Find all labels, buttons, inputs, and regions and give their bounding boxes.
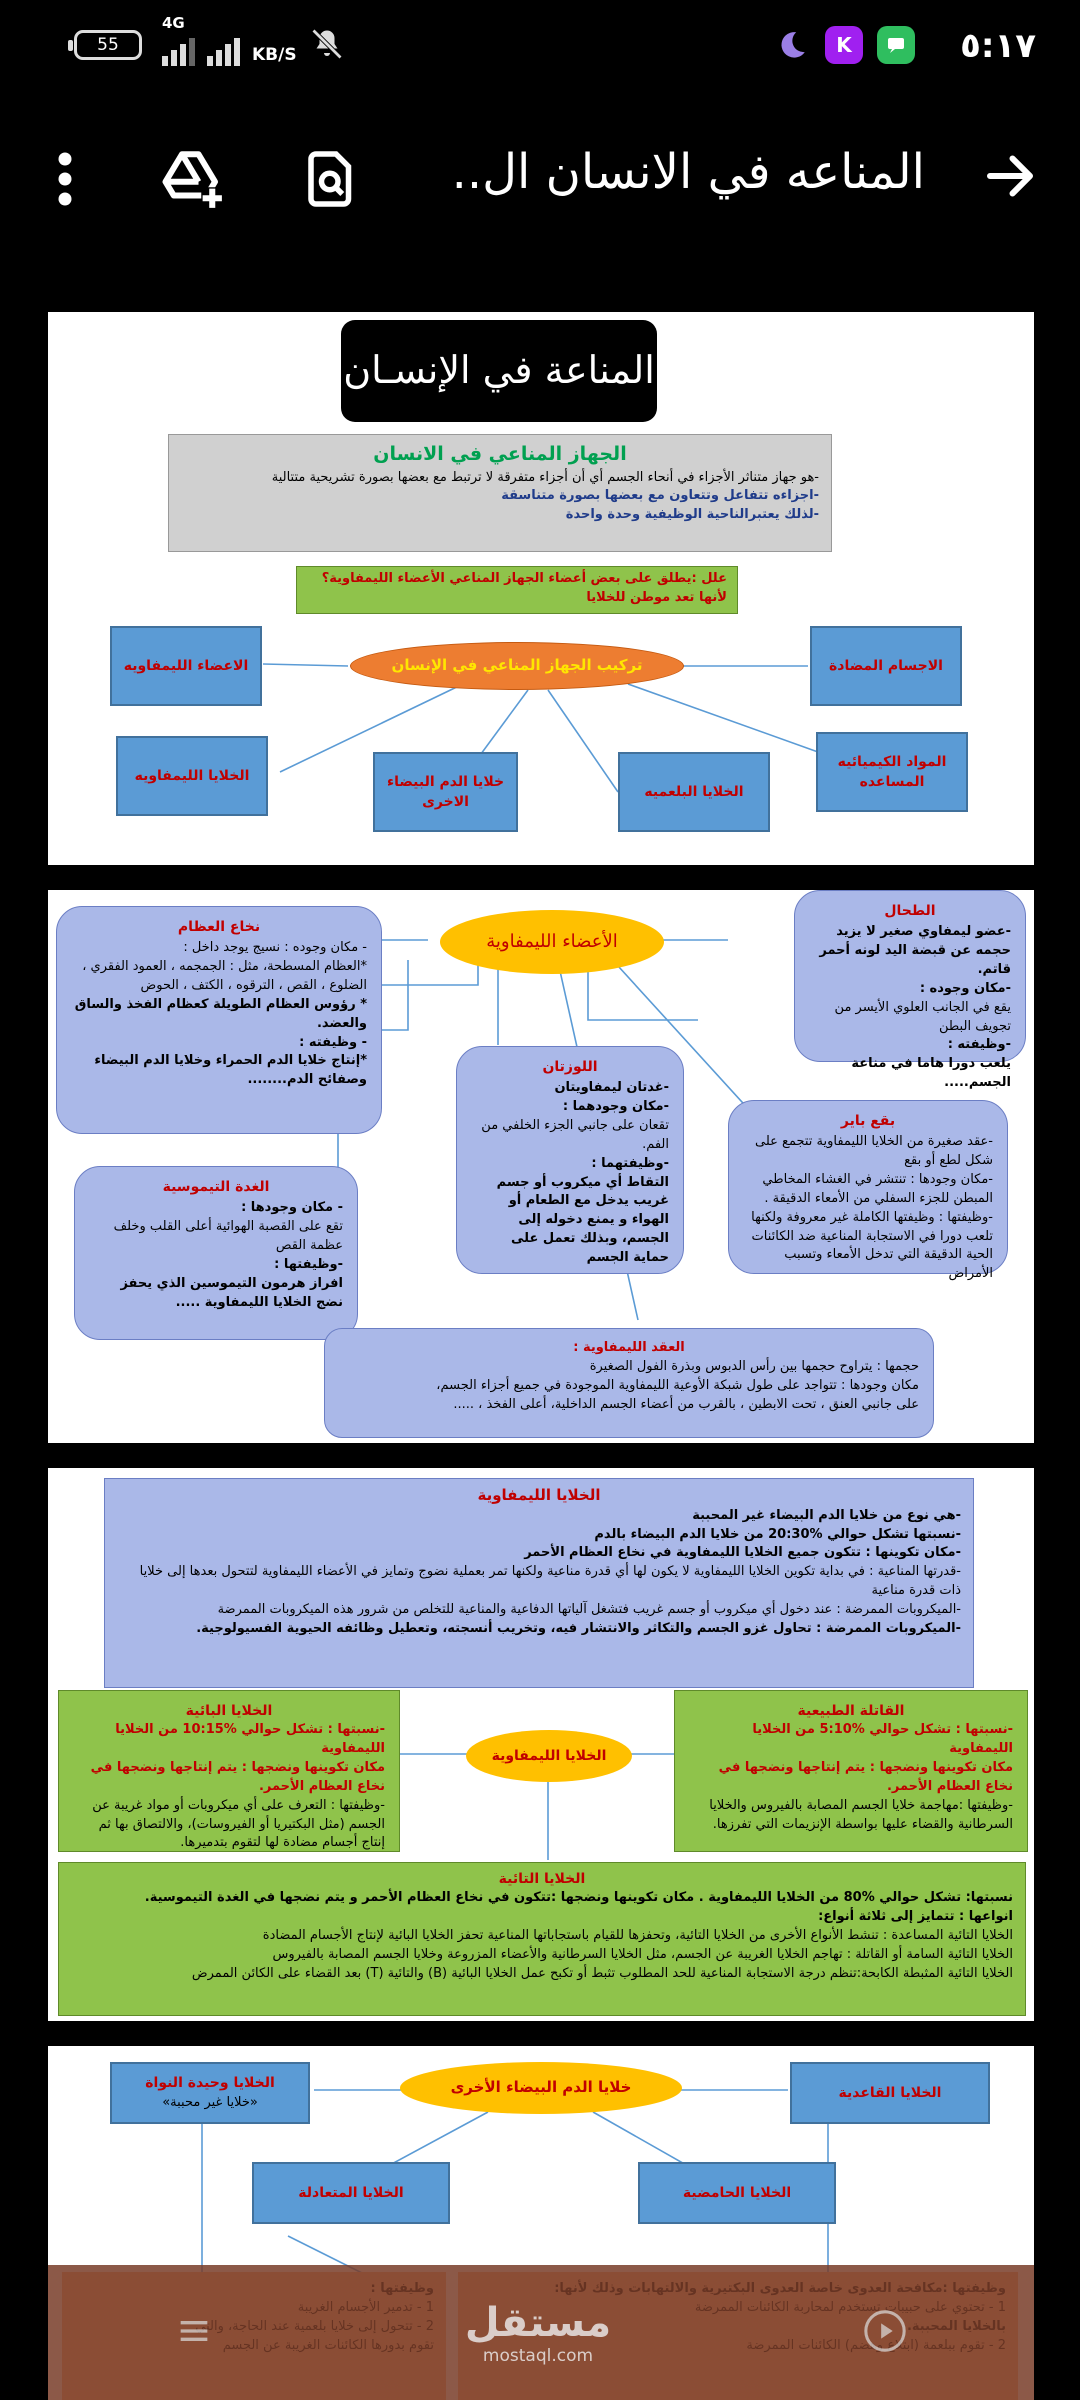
document-page-3	[48, 1468, 1034, 2021]
card-line: -نسبتها : تشكل حوالي %10:15 من الخلايا الليمفاوية	[115, 1722, 385, 1757]
card-line: -وظيفتها : وظيفتها الكاملة غير معروفة ولكنها تلعب دورا في الاستجابة المناعية ضد الكائنات الحية الدقيقة التي تدخل الأمعاء وتسبب الأمراض	[751, 1209, 993, 1282]
add-to-drive-icon[interactable]	[158, 144, 228, 214]
intro-line: -مكان تكوينها : تتكون جميع الخلايا الليمفاوية في نخاع العظام الأحمر	[524, 1545, 961, 1561]
intro-line: -الميكروبات الممرضة : عند دخول أي ميكروب أو جسم غريب فتشغل آلياتها الدفاعية والمناعية للتخلص من شرور هذه الميكروبات الممرضة	[217, 1601, 961, 1617]
k-app-icon: K	[825, 26, 863, 64]
clock: ٥:١٧	[960, 26, 1036, 66]
card-line: *إنتاج خلايا الدم الحمراء وخلايا الدم البيضاء وصفائح الدم........	[94, 1053, 367, 1088]
card-line: نسبتها: تشكل حوالي %80 من الخلايا الليمفاوية . مكان تكوينها ونضجها :تتكون في نخاع العظام الأحمر و يتم نضجها في الغدة التيموسية.	[144, 1890, 1013, 1906]
card-line: -وظيفتها : التعرف على أي ميكروبات أو مواد غريبة عن الجسم (مثل البكتيريا أو الفيروسات)، والالتصاق بها ثم إنتاج أجسام مضادة لها لتقوم بتدميرها.	[92, 1797, 385, 1851]
card-line: -عضو ليمفاوي صغير لا يزيد حجمه عن قبضة اليد لونه أحمر قاتم.	[819, 924, 1011, 977]
card-line: *العظام المسطحة، مثل : الجمجمه ، العمود الفقري ، الضلوع ، القص ، الترقوه ، الكتف ، الحوض	[82, 959, 367, 993]
notification-icons	[773, 26, 915, 64]
watermark-url: mostaql.com	[482, 2345, 594, 2366]
card-line: -نسبتها : تشكل حوالي %5:10 من الخلايا الليمفاوية	[752, 1722, 1013, 1757]
question-box	[296, 566, 738, 614]
document-search-icon[interactable]	[296, 144, 366, 214]
mute-icon	[309, 26, 345, 66]
signal-indicators	[162, 14, 345, 66]
card-t-cells	[58, 1862, 1026, 2016]
card-title: الخلايا البائية	[185, 1703, 273, 1719]
node-other-wbc: خلايا الدم البيضاء الاخرى	[373, 752, 518, 832]
card-spleen	[794, 890, 1026, 1091]
card-tonsils	[456, 1046, 684, 1274]
card-line: مكان تكوينها ونضجها : يتم إنتاجها ونضجها في نخاع العظام الأحمر.	[718, 1759, 1013, 1794]
chat-app-icon	[877, 26, 915, 64]
node-antibodies: الاجسام المضادة	[810, 626, 962, 706]
card-line: تقعان على جانبي الجزء الخلفي من الفم.	[481, 1117, 669, 1152]
node-mono-cells	[110, 2062, 310, 2124]
document-title: المناعه في الانسان ال..	[451, 144, 925, 200]
card-line: - مكان وجودها :	[241, 1200, 343, 1216]
status-bar	[0, 0, 1080, 96]
card-line: تقع على القصبة الهوائية أعلى القلب وخلف عظمة القص	[113, 1219, 343, 1253]
intro-line: -نسبتها تشكل حوالي %20:30 من خلايا الدم البيضاء بالدم	[594, 1526, 961, 1542]
signal-bars-icon	[207, 32, 240, 66]
card-line: التقاط أي ميكروب أو جسم غريب يدخل مع الطعام أو الهواء و يمنع دخوله إلى الجسم، وبذلك تعمل على حماية الجسم	[496, 1174, 669, 1265]
card-line: -وظيفتهما :	[591, 1155, 669, 1171]
document-page-1	[48, 312, 1034, 865]
player-controls	[48, 2265, 1034, 2400]
card-title: الغدة التيموسية	[162, 1179, 270, 1195]
card-line: -عقد صغيرة من الخلايا الليمفاوية تتجمع على شكل لطع أو بقع	[755, 1134, 993, 1169]
intro-line: -قدرتها المناعية : في بداية تكوين الخلايا الليمفاوية لا يكون لها أي قدرة مناعية ولكنها تمر بعملية نضوج وتمايز في الأعضاء الليمفاوية لتتحول بعدها إلى خلايا ذات قدرة مناعية	[139, 1564, 961, 1599]
node-basal-cells: الخلايا القاعدية	[790, 2062, 990, 2124]
intro-title: الجهاز المناعي في الانسان	[373, 443, 627, 465]
question-text: علل :يطلق على بعض أعضاء الجهاز المناعي الأعضاء الليمفاوية؟	[321, 571, 727, 586]
moon-icon	[773, 26, 811, 64]
card-line: الخلايا التائية المثبطة الكابحة:تنظم درجة الاستجابة المناعية للحد المطلوب تثبط أو تكبح عمل الخلايا البائية (B) والتائية (T) بعد القضاء على الكائن الممرض	[191, 1965, 1013, 1981]
card-title: اللوزتان	[542, 1059, 598, 1075]
card-line: -مكان وجودها : تنتشر في الغشاء المخاطي المبطن للجزء السفلي من الأمعاء الدقيقة .	[762, 1171, 993, 1206]
organs-center-node: الأعضاء الليمفاوية	[440, 910, 664, 974]
net-speed: KB/S	[252, 45, 297, 65]
node-lymph-organs: الاعضاء الليمفاويه	[110, 626, 262, 706]
card-line: -مكان وجوده :	[919, 980, 1011, 996]
menu-icon[interactable]	[174, 2311, 214, 2355]
network-type: 4G	[162, 14, 185, 32]
document-page-2	[48, 890, 1034, 1443]
card-b-cells	[58, 1690, 400, 1852]
intro-line: -هو جهاز متناثر الأجزاء في أنحاء الجسم أي أن أجزاء متفرقة لا ترتبط مع بعضها بصورة تشريحية متتالية	[271, 469, 819, 485]
node-chem-substances: المواد الكيميائيه المساعده	[816, 732, 968, 812]
intro-line: -اجزاءه تتفاعل وتتعاون مع بعضها بصورة متناسقة	[501, 488, 819, 504]
card-line: يقع في الجانب العلوي الأيسر من تجويف البطن	[834, 999, 1011, 1034]
diagram-center-node: تركيب الجهاز المناعي في الإنسان	[350, 642, 684, 690]
arrow-right-icon[interactable]	[980, 146, 1040, 206]
wbc-center-node: خلايا الدم البيضاء الأخرى	[400, 2062, 682, 2114]
card-bone-marrow	[56, 906, 382, 1134]
play-icon[interactable]	[862, 2308, 908, 2358]
more-vertical-icon[interactable]	[30, 144, 100, 214]
card-line: -وظيفتها :مهاجمة خلايا الجسم المصابة بالفيروس والخلايا السرطانية والقضاء عليها بواسطة الإنزيمات التي تفرزها.	[709, 1797, 1013, 1832]
watermark	[465, 2300, 611, 2366]
intro-line: -هي نوع من خلايا الدم البيضاء غير المحببة	[692, 1507, 961, 1523]
node-sublabel: «خلايا غير محببة»	[162, 2094, 258, 2110]
battery-indicator	[74, 30, 142, 60]
card-line: -مكان وجودهما :	[562, 1099, 669, 1115]
answer-text: لأنها تعد موطن للخلايا	[586, 589, 727, 605]
card-line: * رؤوس العظام الطويلة كعظام الفخذ والساق والعضد.	[74, 996, 367, 1031]
lymphocyte-center-node: الخلايا الليمفاوية	[466, 1730, 632, 1782]
card-title: بقع باير	[840, 1113, 896, 1129]
card-title: العقد الليمفاوية :	[573, 1340, 685, 1355]
page-heading: المناعة في الإنسـان	[341, 320, 657, 422]
card-peyer-patches	[728, 1100, 1008, 1282]
card-line: على جانبي العنق ، تحت الابطين ، بالقرب من أعضاء الجسم الداخلية، أعلى الفخذ ، .....	[453, 1396, 919, 1412]
app-bar	[0, 110, 1080, 250]
card-title: الخلايا التائية	[498, 1871, 586, 1887]
card-line: مكان تكوينها ونضجها : يتم إنتاجها ونضجها في نخاع العظام الأحمر.	[90, 1759, 385, 1794]
node-lymph-cells: الخلايا الليمفاويه	[116, 736, 268, 816]
intro-line: -الميكروبات الممرضة : تحاول غزو الجسم والتكاثر والانتشار فيه، وتخريب أنسجته، وتعطيل وظائفه الحيوية الفسيولوجية.	[196, 1620, 961, 1636]
card-line: - وظيفته :	[299, 1034, 367, 1050]
card-title: الطحال	[884, 903, 936, 919]
card-thymus	[74, 1166, 358, 1340]
card-lymph-nodes	[324, 1328, 934, 1438]
intro-box	[168, 434, 832, 552]
card-line: يلعب دورا هاما في مناعة الجسم.....	[851, 1056, 1011, 1091]
card-line: مكان وجودها : تتواجد على طول شبكة الأوعية الليمفاوية الموجودة في جميع أجزاء الجسم،	[436, 1377, 919, 1393]
card-nk-cells	[674, 1690, 1028, 1852]
card-line: الخلايا التائية السامة أو القاتلة : تهاجم الخلايا الغريبة عن الجسم، مثل الخلايا السرطانية والأعضاء المزروعة وخلايا الجسم المصابة بالفيروس	[272, 1946, 1013, 1962]
node-acidic-cells: الخلايا الحامضية	[638, 2162, 836, 2224]
lymphocyte-intro-box	[104, 1478, 974, 1688]
card-title: نخاع العظام	[177, 919, 261, 935]
intro-title: الخلايا الليمفاوية	[477, 1486, 601, 1504]
intro-line: -لذلك يعتبرالناحية الوظيفية وحدة واحدة	[565, 507, 819, 523]
card-title: القاتلة الطبيعية	[797, 1703, 905, 1719]
card-line: -وظيفته :	[947, 1037, 1011, 1053]
card-line: انواعها : تتمايز إلى ثلاثة أنواع:	[818, 1909, 1013, 1925]
card-line: - مكان وجوده : نسيج يوجد داخل :	[183, 940, 367, 956]
card-line: افراز هرمون التيموسين الذي يحفز نضج الخلايا الليمفاوية .....	[120, 1275, 343, 1310]
card-line: -غدتان ليمفاويتان	[554, 1080, 669, 1096]
card-line: -وظيفتها :	[274, 1256, 343, 1272]
watermark-brand: مستقل	[464, 2299, 612, 2346]
card-line: حجمها : يتراوح حجمها بين رأس الدبوس وبذرة الفول الصغيرة	[589, 1358, 919, 1374]
card-line: الخلايا التائية المساعدة : تنشط الأنواع الأخرى من الخلايا التائية، وتحفزها للقيام باستجاباتها المناعية تحفز الخلايا البائية لإنتاج الأجسام المضادة	[262, 1927, 1013, 1943]
node-phagocytes: الخلايا البلعميه	[618, 752, 770, 832]
battery-level: 55	[97, 35, 119, 55]
node-label: الخلايا وحيدة النواة	[145, 2075, 275, 2092]
node-neutral-cells: الخلايا المتعادلة	[252, 2162, 450, 2224]
signal-4g-icon	[162, 14, 195, 66]
